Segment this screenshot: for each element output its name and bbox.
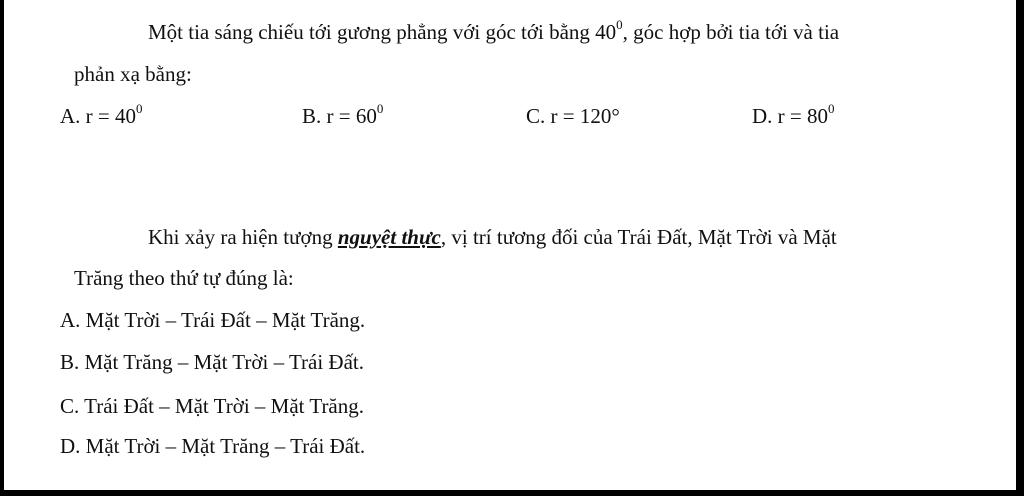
q1-degree-sup: 0 [616, 17, 623, 32]
q2-line-2: Trăng theo thứ tự đúng là: [74, 266, 294, 290]
q2-line-1 [148, 225, 837, 250]
q2-line-1-pre: Khi xảy ra hiện tượng [148, 225, 338, 249]
q1-option-d [752, 101, 835, 129]
q1-option-c [526, 104, 620, 129]
q1-line-2: phản xạ bằng: [74, 62, 192, 86]
q1-option-a-text: A. r = 40 [60, 104, 137, 128]
q1-option-b-text: B. r = 60 [302, 104, 377, 128]
q1-line-1-text: Một tia sáng chiếu tới gương phẳng với góc tới bằng 40 [148, 20, 617, 44]
q1-option-b [302, 101, 384, 129]
q1-option-c-text: C. r = 120° [526, 104, 620, 128]
q2-option-d: D. Mặt Trời – Mặt Trăng – Trái Đất. [60, 434, 366, 458]
q1-line-1 [148, 17, 840, 45]
q1-option-a-sup: 0 [136, 101, 143, 116]
q2-line-1-post: , vị trí tương đối của Trái Đất, Mặt Trời và Mặt [440, 225, 837, 249]
document-page [4, 0, 1016, 490]
q1-line-1-tail: , góc hợp bởi tia tới và tia [622, 20, 840, 44]
q1-option-b-sup: 0 [376, 101, 384, 116]
q2-option-b: B. Mặt Trăng – Mặt Trời – Trái Đất. [60, 350, 365, 374]
q2-emphasis: nguyệt thực [337, 225, 441, 249]
q1-option-d-sup: 0 [828, 101, 835, 116]
q2-option-a: A. Mặt Trời – Trái Đất – Mặt Trăng. [60, 308, 366, 332]
q1-option-a [60, 101, 143, 129]
q2-option-c: C. Trái Đất – Mặt Trời – Mặt Trăng. [60, 394, 365, 418]
q1-option-d-text: D. r = 80 [752, 104, 829, 128]
